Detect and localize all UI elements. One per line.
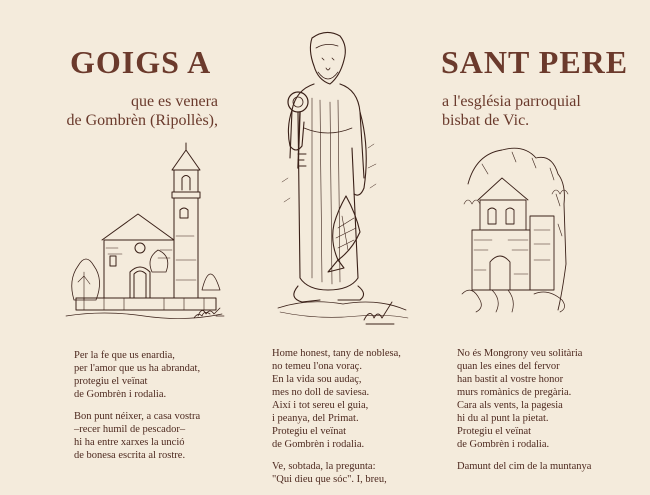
verse-line: Protegiu el veïnat (457, 426, 532, 437)
verse-line: de bonesa escrita al rostre. (74, 450, 186, 461)
verse-line: per l'amor que us ha abrandat, (74, 363, 201, 374)
subtitle-left (40, 92, 218, 130)
stanza-right-1 (457, 347, 591, 451)
verse-line: En la vida sou audaç, (272, 374, 362, 385)
subtitle-left-line-2: de Gombrèn (Ripollès), (66, 112, 218, 129)
verse-line: Protegiu el veïnat (272, 426, 347, 437)
stanza-left-2 (74, 410, 200, 462)
stanza-middle-2 (272, 460, 401, 486)
verse-line: hi ha entre xarxes la unció (74, 437, 185, 448)
verse-line: Ve, sobtada, la pregunta: (272, 461, 376, 472)
verse-line: –recer humil de pescador– (74, 424, 186, 435)
verse-line: de Gombrèn i rodalia. (74, 389, 167, 400)
verse-line: Així i tot sereu el guia, (272, 400, 369, 411)
verse-line: mes no doll de saviesa. (272, 387, 370, 398)
verse-line: protegiu el veïnat (74, 376, 148, 387)
mongrony-chapel-drawing (462, 144, 572, 314)
subtitle-right-line-1: a l'església parroquial (442, 93, 581, 110)
verse-line: "Qui dieu que sóc". I, breu, (272, 474, 387, 485)
verse-line: Home honest, tany de noblesa, (272, 348, 401, 359)
verse-column-left (74, 349, 200, 471)
subtitle-right-line-2: bisbat de Vic. (442, 112, 530, 129)
verse-line: de Gombrèn i rodalia. (457, 439, 550, 450)
verse-line: quan les eines del fervor (457, 361, 560, 372)
stanza-middle-1 (272, 347, 401, 451)
stanza-left-1 (74, 349, 200, 401)
verse-line: no temeu l'ona voraç. (272, 361, 362, 372)
verse-column-right (457, 347, 591, 482)
artist-signature-center (362, 300, 396, 326)
verse-line: Damunt del cim de la muntanya (457, 461, 592, 472)
verse-line: Bon punt néixer, a casa vostra (74, 411, 201, 422)
subtitle-right (442, 92, 581, 130)
title-right: SANT PERE (441, 44, 629, 80)
church-drawing (64, 140, 224, 320)
stanza-right-2 (457, 460, 591, 473)
verse-line: de Gombrèn i rodalia. (272, 439, 365, 450)
verse-line: i peanya, del Primat. (272, 413, 359, 424)
verse-line: No és Mongrony veu solitària (457, 348, 583, 359)
verse-column-middle (272, 347, 401, 495)
subtitle-left-line-1: que es venera (130, 93, 218, 110)
saint-peter-statue-drawing (268, 28, 418, 328)
verse-line: han bastit al vostre honor (457, 374, 564, 385)
title-left: GOIGS A (70, 44, 212, 80)
artist-signature-left (196, 304, 226, 320)
verse-line: Per la fe que us enardia, (74, 350, 175, 361)
verse-line: murs romànics de pregària. (457, 387, 572, 398)
verse-line: hi du al punt la pietat. (457, 413, 549, 424)
verse-line: Cara als vents, la pagesia (457, 400, 563, 411)
